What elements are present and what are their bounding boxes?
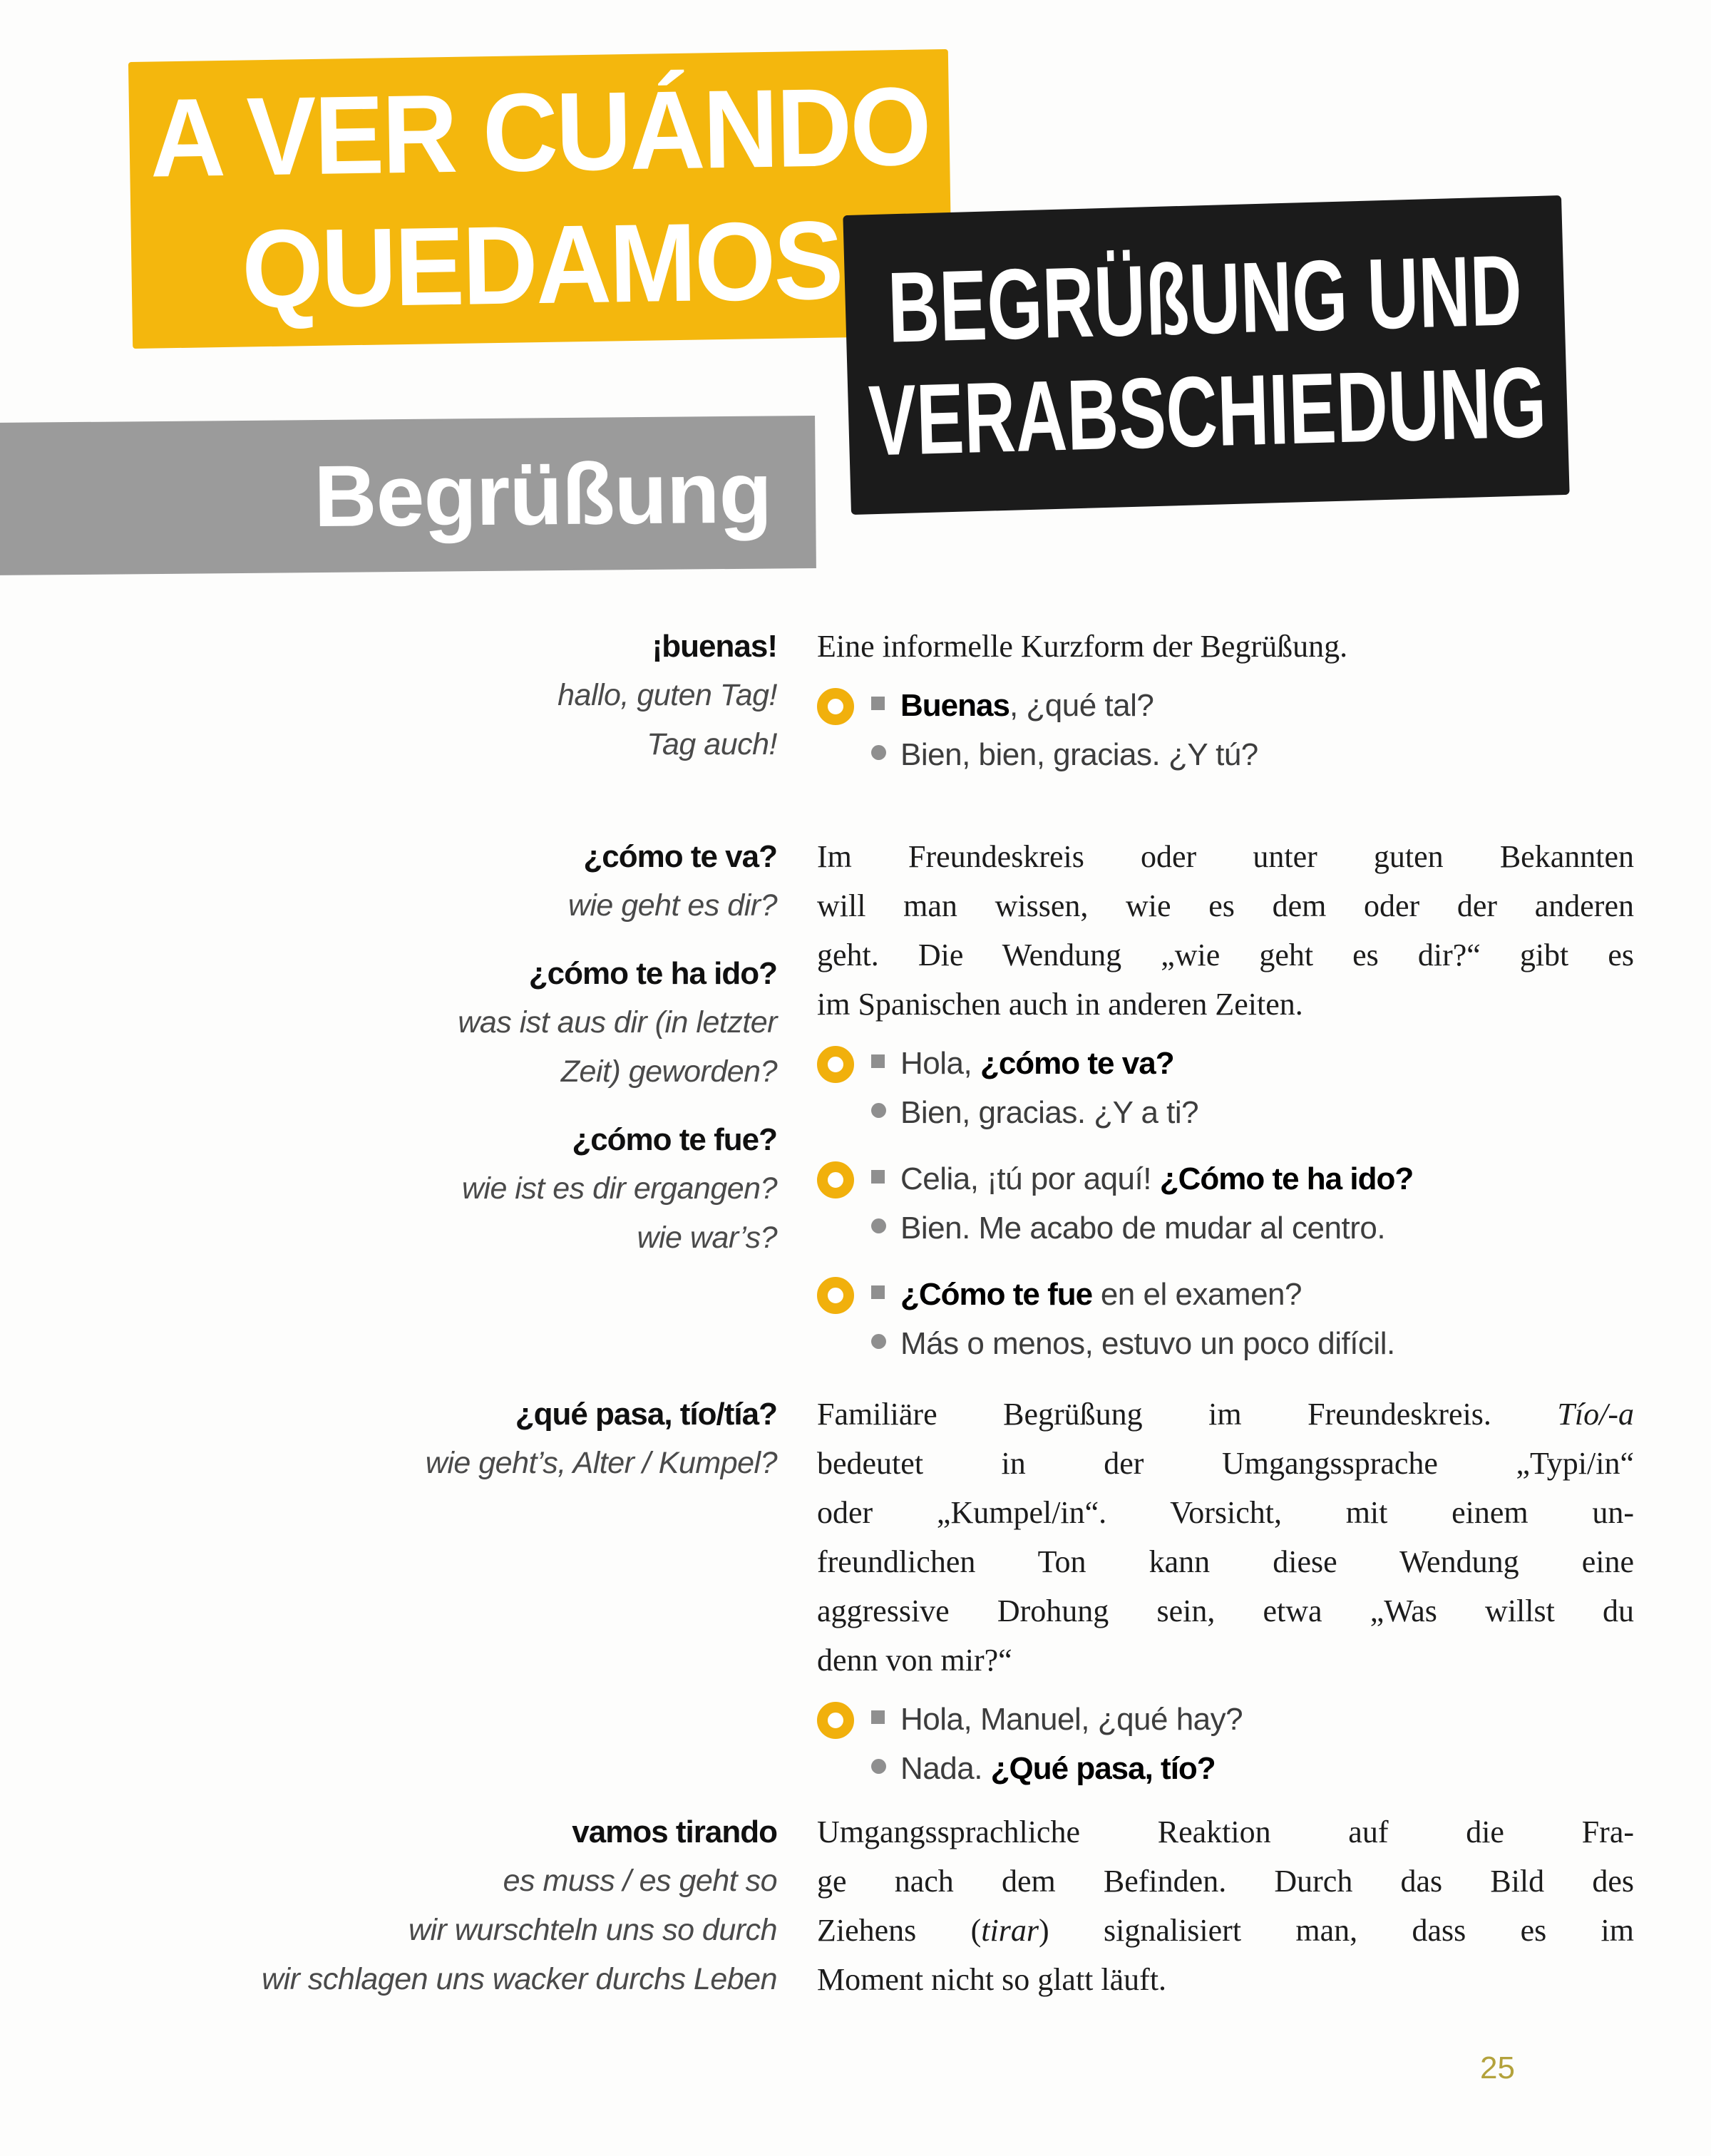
page-number: 25 [1480, 2050, 1515, 2085]
square-bullet-icon [871, 1054, 885, 1068]
dialog-lines [871, 1270, 1634, 1368]
paragraph-line: will man wissen, wie es dem oder der anderen [817, 888, 1634, 923]
square-bullet-icon [871, 697, 885, 710]
dialog-answer-text: Bien. Me acabo de mudar al centro. [900, 1211, 1386, 1246]
circle-bullet-icon [871, 1103, 886, 1118]
circle-bullet-icon [871, 1759, 886, 1774]
translation-de: wir schlagen uns wacker durchs Leben [262, 1962, 777, 1996]
paragraph-line: im Spanischen auch in anderen Zeiten. [817, 987, 1303, 1022]
entry-left-column [0, 832, 777, 1368]
explanation-paragraph [817, 622, 1634, 671]
dialog-question-line [871, 1154, 1634, 1203]
ring-icon [817, 1702, 854, 1739]
paragraph-line: Im Freundeskreis oder unter guten Bekannten [817, 839, 1634, 874]
ring-icon [817, 688, 854, 725]
section-label: Begrüßung [313, 443, 772, 545]
dialog-lines [871, 1154, 1634, 1253]
translation-de: wie geht’s, Alter / Kumpel? [425, 1446, 777, 1480]
translation-de: wir wurschteln uns so durch [408, 1913, 777, 1947]
paragraph-line: Umgangssprachliche Reaktion auf die Fra- [817, 1814, 1634, 1849]
dialog-example [817, 1039, 1634, 1137]
dialog-answer-text: Bien, gracias. ¿Y a ti? [900, 1095, 1199, 1130]
entry-right-column [817, 622, 1634, 779]
headword-es: ¿cómo te va? [583, 839, 777, 874]
dialog-question-text: ¿Cómo te fue en el examen? [900, 1277, 1302, 1312]
paragraph-line: bedeutet in der Umgangssprache „Typi/in“ [817, 1446, 1634, 1481]
explanation-paragraph [817, 1390, 1634, 1685]
dialog-list [817, 1039, 1634, 1368]
translation-de: was ist aus dir (in letzter [458, 1005, 777, 1040]
paragraph-line: Moment nicht so glatt läuft. [817, 1962, 1167, 1997]
dialog-question-text: Hola, ¿cómo te va? [900, 1046, 1174, 1081]
paragraph-line: freundlichen Ton kann diese Wendung eine [817, 1544, 1634, 1579]
ring-icon [817, 1277, 854, 1314]
dialog-list [817, 681, 1634, 779]
square-bullet-icon [871, 1170, 885, 1184]
translation-de: hallo, guten Tag! [558, 678, 777, 712]
title-line-1: A VER CUÁNDO [148, 64, 930, 201]
headword-group [0, 1807, 777, 2004]
paragraph-line: ge nach dem Befinden. Durch das Bild des [817, 1864, 1634, 1899]
chapter-line-2: VERABSCHIEDUNG [867, 346, 1548, 477]
paragraph-line: Eine informelle Kurzform der Begrüßung. [817, 629, 1348, 664]
translation-de: es muss / es geht so [503, 1864, 777, 1898]
dialog-question-line [871, 1695, 1634, 1744]
entry-left-column [0, 622, 777, 779]
dialog-answer-line [871, 1744, 1634, 1793]
translation-de: wie geht es dir? [567, 888, 777, 923]
explanation-paragraph [817, 1807, 1634, 2004]
entry-left-column [0, 1390, 777, 1793]
entry-row [0, 622, 1711, 779]
paragraph-line: oder „Kumpel/in“. Vorsicht, mit einem un- [817, 1495, 1634, 1530]
chapter-line-1: BEGRÜßUNG UND [886, 234, 1524, 364]
headword-es: ¿cómo te fue? [572, 1122, 777, 1157]
translation-de: wie ist es dir ergangen? [461, 1171, 777, 1206]
dialog-example [817, 681, 1634, 779]
circle-bullet-icon [871, 1218, 886, 1233]
dialog-question-text: Hola, Manuel, ¿qué hay? [900, 1702, 1243, 1737]
entry-left-column [0, 1807, 777, 2004]
dialog-lines [871, 1039, 1634, 1137]
circle-bullet-icon [871, 1334, 886, 1349]
title-line-2: QUEDAMOS [240, 198, 843, 332]
square-bullet-icon [871, 1285, 885, 1299]
headword-es: ¿qué pasa, tío/tía? [515, 1397, 777, 1432]
translation-de: wie war’s? [637, 1221, 777, 1255]
circle-bullet-icon [871, 745, 886, 760]
translation-de: Zeit) geworden? [560, 1054, 777, 1089]
headword-es: ¿cómo te ha ido? [528, 956, 777, 991]
entry-right-column [817, 1807, 1634, 2004]
translation-de: Tag auch! [647, 727, 777, 761]
paragraph-line: Familiäre Begrüßung im Freundeskreis. Tío/-a [817, 1397, 1634, 1432]
entry-row [0, 1807, 1711, 2004]
title-banner [128, 49, 952, 349]
headword-es: ¡buenas! [652, 629, 777, 664]
headword-group [0, 832, 777, 930]
dialog-question-line [871, 681, 1634, 730]
square-bullet-icon [871, 1710, 885, 1724]
entry-right-column [817, 1390, 1634, 1793]
headword-es: vamos tirando [572, 1814, 777, 1849]
headword-group [0, 1115, 777, 1263]
dialog-answer-line [871, 1203, 1634, 1253]
headword-group [0, 622, 777, 769]
entry-row [0, 1390, 1711, 1793]
dialog-answer-line [871, 730, 1634, 779]
paragraph-line: aggressive Drohung sein, etwa „Was willst du [817, 1593, 1634, 1628]
chapter-banner [843, 195, 1569, 515]
entries [0, 622, 1711, 2004]
paragraph-line: Ziehens (tirar) signalisiert man, dass es im [817, 1913, 1635, 1948]
dialog-lines [871, 1695, 1634, 1793]
dialog-question-text: Buenas, ¿qué tal? [900, 688, 1154, 723]
dialog-lines [871, 681, 1634, 779]
ring-icon [817, 1161, 854, 1198]
dialog-answer-text: Nada. ¿Qué pasa, tío? [900, 1751, 1216, 1786]
ring-icon [817, 1046, 854, 1083]
dialog-question-line [871, 1270, 1634, 1319]
dialog-answer-line [871, 1088, 1634, 1137]
dialog-list [817, 1695, 1634, 1793]
dialog-question-line [871, 1039, 1634, 1088]
paragraph-line: denn von mir?“ [817, 1643, 1012, 1678]
dialog-example [817, 1695, 1634, 1793]
dialog-answer-line [871, 1319, 1634, 1368]
dialog-question-text: Celia, ¡tú por aquí! ¿Cómo te ha ido? [900, 1161, 1414, 1196]
section-bar [0, 416, 816, 575]
paragraph-line: geht. Die Wendung „wie geht es dir?“ gibt es [817, 938, 1634, 972]
entry-row [0, 832, 1711, 1368]
headword-group [0, 1390, 777, 1488]
entry-right-column [817, 832, 1634, 1368]
dialog-answer-text: Bien, bien, gracias. ¿Y tú? [900, 737, 1258, 772]
dialog-example [817, 1154, 1634, 1253]
dialog-example [817, 1270, 1634, 1368]
headword-group [0, 949, 777, 1097]
dialog-answer-text: Más o menos, estuvo un poco difícil. [900, 1326, 1395, 1361]
explanation-paragraph [817, 832, 1634, 1029]
